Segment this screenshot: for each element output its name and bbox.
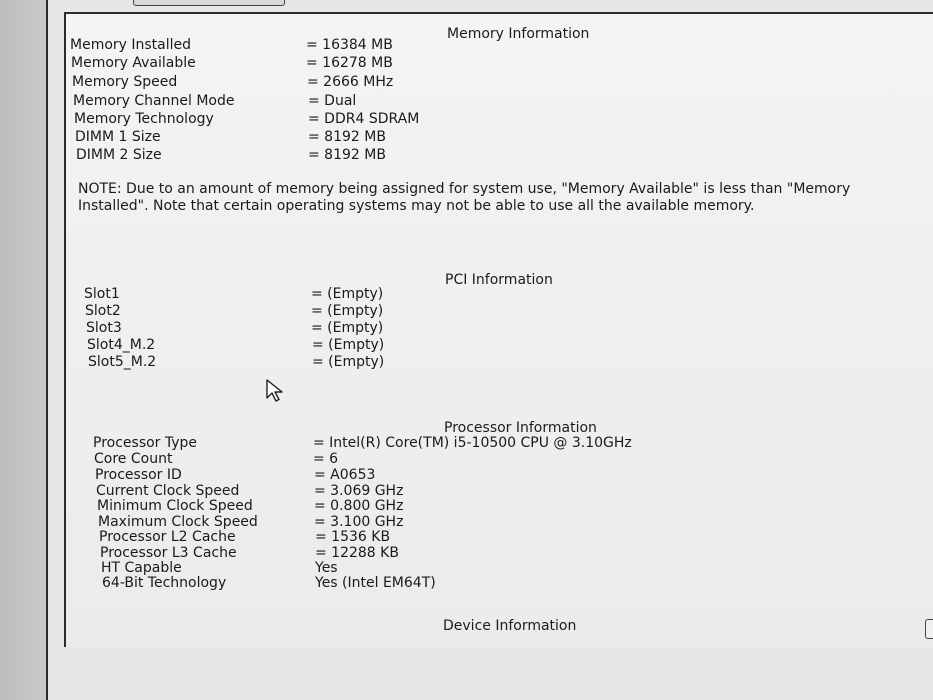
row-value: = (Empty): [311, 286, 384, 302]
row-label: Processor L3 Cache: [100, 545, 237, 561]
row-value: = 8192 MB: [308, 147, 386, 163]
row-value: = (Empty): [312, 354, 385, 370]
row-value: Yes: [315, 560, 338, 576]
mouse-pointer-icon: [266, 379, 286, 403]
row-value: = A0653: [314, 467, 376, 483]
row-value: = Dual: [308, 93, 357, 109]
row-label: Slot2: [85, 303, 121, 319]
row-label: Processor ID: [95, 467, 182, 483]
pci-section-title: PCI Information: [445, 272, 553, 288]
row-value: = 8192 MB: [308, 129, 386, 145]
row-label: Maximum Clock Speed: [98, 514, 258, 530]
row-label: 64-Bit Technology: [102, 575, 227, 591]
device-section-title: Device Information: [443, 618, 577, 634]
row-label: Slot1: [84, 286, 120, 302]
row-label: Memory Available: [71, 55, 196, 71]
row-label: Slot3: [86, 320, 122, 336]
row-value: = 3.069 GHz: [314, 483, 404, 499]
row-label: Current Clock Speed: [96, 483, 240, 499]
row-value: = 12288 KB: [315, 545, 399, 561]
row-value: = 16278 MB: [306, 55, 393, 71]
row-label: Core Count: [94, 451, 173, 467]
row-label: DIMM 2 Size: [76, 147, 162, 163]
row-label: Memory Speed: [72, 74, 178, 90]
row-value: = (Empty): [312, 337, 385, 353]
row-value: = 0.800 GHz: [314, 498, 404, 514]
row-label: Memory Technology: [74, 111, 214, 127]
row-value: = (Empty): [311, 303, 384, 319]
row-label: Slot4_M.2: [87, 337, 156, 353]
row-label: Slot5_M.2: [88, 354, 157, 370]
row-value: = 16384 MB: [306, 37, 393, 53]
scrollbar-handle[interactable]: [925, 619, 933, 639]
memory-section-title: Memory Information: [447, 26, 590, 42]
row-value: Yes (Intel EM64T): [315, 575, 436, 591]
processor-section-title: Processor Information: [444, 420, 597, 436]
window-title-tab: [133, 0, 285, 6]
row-label: Minimum Clock Speed: [97, 498, 253, 514]
row-value: = 3.100 GHz: [314, 514, 404, 530]
row-label: Memory Installed: [70, 37, 192, 53]
row-label: Memory Channel Mode: [73, 93, 235, 109]
row-label: Processor L2 Cache: [99, 529, 236, 545]
left-bezel-strip: [0, 0, 48, 700]
row-value: = (Empty): [311, 320, 384, 336]
memory-note: NOTE: Due to an amount of memory being assigned for system use, "Memory Available" is less than "Memory Installed". Note that certain operating systems may not be able to use all the available memory.: [78, 181, 851, 214]
row-label: Processor Type: [93, 435, 198, 451]
row-label: DIMM 1 Size: [75, 129, 161, 145]
row-label: HT Capable: [101, 560, 182, 576]
row-value: = Intel(R) Core(TM) i5-10500 CPU @ 3.10GHz: [313, 435, 632, 451]
row-value: = 2666 MHz: [307, 74, 394, 90]
row-value: = 6: [313, 451, 339, 467]
row-value: = 1536 KB: [315, 529, 391, 545]
row-value: = DDR4 SDRAM: [308, 111, 420, 127]
